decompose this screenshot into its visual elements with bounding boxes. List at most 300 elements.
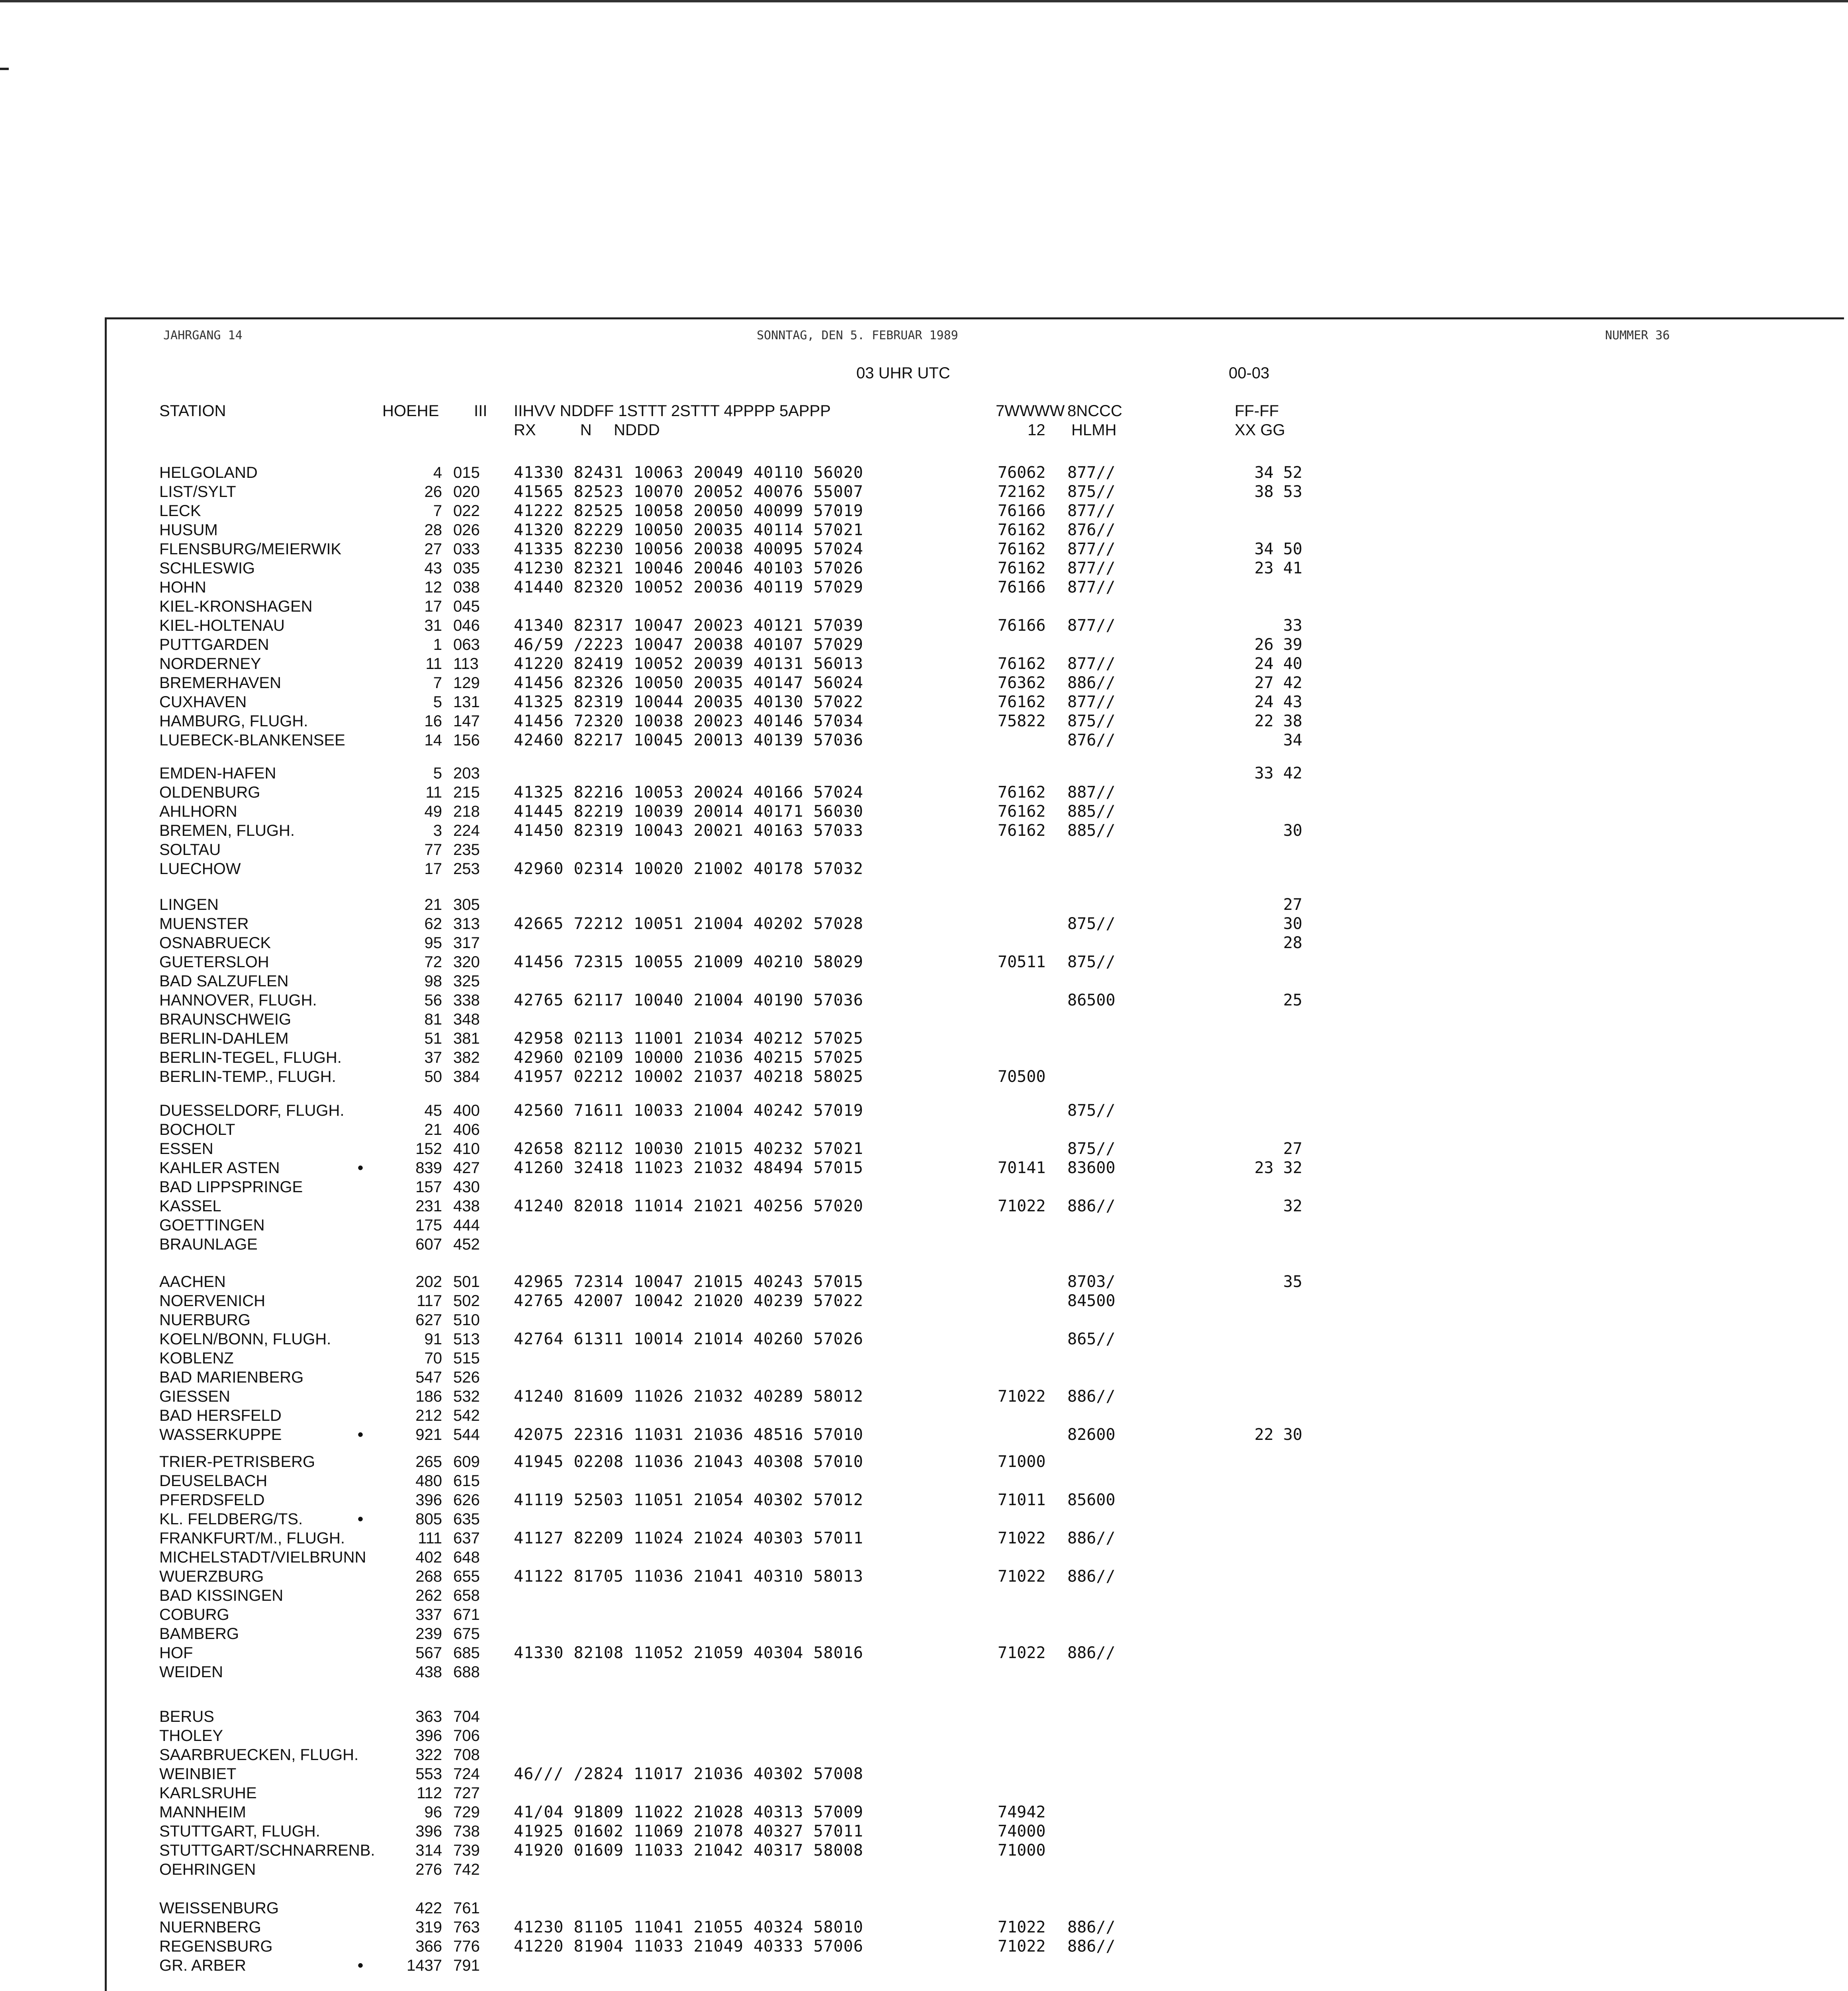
group-7wwww: 70500 (998, 1068, 1046, 1086)
group-8nccc: 877// (1067, 616, 1116, 635)
station-index: 045 (453, 598, 480, 615)
group-7wwww: 76162 (998, 559, 1046, 577)
table-row (0, 501, 1354, 520)
table-row (0, 1120, 1354, 1139)
station-height: 396 (415, 1491, 442, 1509)
group-8nccc: 877// (1067, 559, 1116, 577)
station-name: SOLTAU (159, 841, 221, 859)
station-index: 501 (453, 1273, 480, 1291)
table-row (0, 1918, 1354, 1937)
station-height: 212 (415, 1407, 442, 1424)
station-height: 366 (415, 1938, 442, 1955)
group-8nccc: 877// (1067, 464, 1116, 482)
station-index: 430 (453, 1178, 480, 1196)
table-row (0, 712, 1354, 731)
station-index: 113 (453, 655, 479, 673)
station-name: KOBLENZ (159, 1349, 234, 1367)
wind-gust: 22 30 (1254, 1426, 1302, 1444)
station-height: 111 (418, 1529, 442, 1547)
station-height: 28 (424, 521, 442, 539)
table-row (0, 1291, 1354, 1310)
station-name: LUEBECK-BLANKENSEE (159, 731, 345, 749)
station-index: 675 (453, 1625, 480, 1643)
station-name: BOCHOLT (159, 1121, 235, 1138)
group-8nccc: 886// (1067, 674, 1116, 692)
station-height: 51 (424, 1030, 442, 1047)
station-name: DEUSELBACH (159, 1472, 268, 1490)
table-row (0, 1368, 1354, 1387)
station-name: MICHELSTADT/VIELBRUNN (159, 1549, 366, 1566)
station-height: 202 (415, 1273, 442, 1291)
group-8nccc: 86500 (1067, 991, 1116, 1009)
station-name: GIESSEN (159, 1388, 230, 1405)
station-height: 239 (415, 1625, 442, 1643)
station-height: 14 (424, 731, 442, 749)
station-height: 268 (415, 1568, 442, 1585)
station-height: 319 (415, 1919, 442, 1936)
station-name: GUETERSLOH (159, 953, 269, 971)
station-height: 363 (415, 1708, 442, 1725)
station-index: 763 (453, 1919, 480, 1936)
station-index: 438 (453, 1197, 480, 1215)
station-height: 98 (424, 972, 442, 990)
table-row (0, 673, 1354, 692)
col-iii: III (474, 402, 487, 420)
table-row (0, 482, 1354, 501)
station-index: 348 (453, 1011, 480, 1028)
col-syn-bottom: RX N NDDD (514, 421, 660, 439)
table-row (0, 520, 1354, 540)
table-row (0, 1745, 1354, 1764)
table-row (0, 1860, 1354, 1879)
group-8nccc: 877// (1067, 502, 1116, 520)
table-row (0, 1425, 1354, 1444)
table-row (0, 1216, 1354, 1235)
wind-gust: 34 52 (1254, 464, 1302, 482)
group-7wwww: 76162 (998, 693, 1046, 711)
station-index: 671 (453, 1606, 480, 1623)
station-name: BREMERHAVEN (159, 674, 281, 692)
synop-groups: 42658 82112 10030 21015 40232 57021 (514, 1140, 863, 1158)
station-height: 112 (417, 1784, 442, 1802)
group-8nccc: 877// (1067, 693, 1116, 711)
synop-groups: 41325 82319 10044 20035 40130 57022 (514, 693, 863, 711)
synop-groups: 42958 02113 11001 21034 40212 57025 (514, 1029, 863, 1048)
station-index: 742 (453, 1861, 480, 1878)
synop-groups: 41925 01602 11069 21078 40327 57011 (514, 1822, 863, 1840)
station-index: 147 (453, 712, 480, 730)
station-index: 658 (453, 1587, 480, 1604)
synop-groups: 41320 82229 10050 20035 40114 57021 (514, 521, 863, 539)
table-row (0, 1624, 1354, 1643)
station-height: 422 (415, 1899, 442, 1917)
station-name: HUSUM (159, 521, 218, 539)
station-name: GR. ARBER (159, 1957, 246, 1974)
group-7wwww: 72162 (998, 483, 1046, 501)
table-row (0, 1197, 1354, 1216)
station-index: 515 (453, 1349, 480, 1367)
station-name: LECK (159, 502, 201, 520)
synop-groups: 42764 61311 10014 21014 40260 57026 (514, 1330, 863, 1348)
station-index: 526 (453, 1369, 480, 1386)
wind-gust: 24 43 (1254, 693, 1302, 711)
station-height: 7 (433, 674, 442, 692)
group-8nccc: 877// (1067, 655, 1116, 673)
synop-groups: 42765 42007 10042 21020 40239 57022 (514, 1292, 863, 1310)
group-8nccc: 886// (1067, 1644, 1116, 1662)
table-row (0, 1235, 1354, 1254)
station-index: 035 (453, 559, 480, 577)
col-ww-top: 7WWWW (996, 402, 1065, 420)
synop-groups: 41260 32418 11023 21032 48494 57015 (514, 1159, 863, 1177)
group-8nccc: 82600 (1067, 1426, 1116, 1444)
table-row (0, 1310, 1354, 1330)
page-date: SONNTAG, DEN 5. FEBRUAR 1989 (757, 329, 958, 342)
station-name: BAD SALZUFLEN (159, 972, 289, 990)
group-7wwww: 71022 (998, 1937, 1046, 1956)
station-name: MANNHEIM (159, 1803, 246, 1821)
col-nc-bottom: HLMH (1071, 421, 1117, 439)
station-height: 4 (433, 464, 442, 481)
station-height: 21 (424, 1121, 442, 1138)
station-name: BRAUNSCHWEIG (159, 1011, 292, 1028)
station-height: 11 (425, 655, 442, 673)
station-name: WASSERKUPPE (159, 1426, 282, 1443)
station-index: 609 (453, 1453, 480, 1471)
group-7wwww: 76162 (998, 655, 1046, 673)
table-row (0, 991, 1354, 1010)
wind-gust: 30 (1283, 915, 1302, 933)
group-8nccc: 875// (1067, 712, 1116, 730)
station-index: 338 (453, 992, 480, 1009)
station-name: BREMEN, FLUGH. (159, 822, 295, 839)
period-label: 00-03 (1229, 364, 1270, 382)
synop-groups: 46/59 /2223 10047 20038 40107 57029 (514, 636, 863, 654)
station-name: SAARBRUECKEN, FLUGH. (159, 1746, 359, 1764)
station-height: 37 (424, 1049, 442, 1066)
station-name: TRIER-PETRISBERG (159, 1453, 315, 1471)
station-index: 738 (453, 1823, 480, 1840)
synop-groups: 41456 82326 10050 20035 40147 56024 (514, 674, 863, 692)
issue-number: NUMMER 36 (1605, 329, 1670, 342)
table-row (0, 764, 1354, 783)
table-row (0, 540, 1354, 559)
station-index: 215 (453, 784, 480, 801)
station-height: 438 (415, 1663, 442, 1681)
station-index: 022 (453, 502, 480, 520)
group-7wwww: 71022 (998, 1567, 1046, 1586)
mountain-marker: • (358, 1426, 364, 1443)
group-7wwww: 76162 (998, 821, 1046, 840)
station-index: 015 (453, 464, 480, 481)
margin-mark (0, 68, 9, 70)
table-row (0, 1177, 1354, 1197)
group-7wwww: 76162 (998, 540, 1046, 558)
station-name: OEHRINGEN (159, 1861, 256, 1878)
synop-groups: 41565 82523 10070 20052 40076 55007 (514, 483, 863, 501)
station-index: 235 (453, 841, 480, 859)
table-row (0, 559, 1354, 578)
table-row (0, 914, 1354, 933)
wind-gust: 34 (1283, 731, 1302, 749)
station-height: 31 (424, 617, 442, 634)
synop-groups: 41456 72315 10055 21009 40210 58029 (514, 953, 863, 971)
wind-gust: 30 (1283, 821, 1302, 840)
station-name: COBURG (159, 1606, 229, 1623)
station-index: 131 (453, 693, 480, 711)
station-index: 739 (453, 1842, 480, 1859)
wind-gust: 33 42 (1254, 764, 1302, 782)
station-index: 444 (453, 1217, 480, 1234)
synop-groups: 41330 82108 11052 21059 40304 58016 (514, 1644, 863, 1662)
group-8nccc: 886// (1067, 1567, 1116, 1586)
station-name: FRANKFURT/M., FLUGH. (159, 1529, 345, 1547)
group-8nccc: 885// (1067, 821, 1116, 840)
table-row (0, 1803, 1354, 1822)
station-index: 033 (453, 540, 480, 558)
station-name: MUENSTER (159, 915, 249, 933)
col-station: STATION (159, 402, 226, 420)
group-7wwww: 71011 (998, 1491, 1046, 1509)
synop-groups: 41230 81105 11041 21055 40324 58010 (514, 1918, 863, 1936)
station-name: BERLIN-TEMP., FLUGH. (159, 1068, 336, 1085)
station-index: 038 (453, 579, 480, 596)
station-height: 152 (415, 1140, 442, 1158)
station-name: BAD MARIENBERG (159, 1369, 304, 1386)
station-index: 253 (453, 860, 480, 878)
table-row (0, 1158, 1354, 1177)
table-row (0, 1548, 1354, 1567)
station-height: 21 (424, 896, 442, 913)
table-row (0, 1937, 1354, 1956)
station-index: 156 (453, 731, 480, 749)
synop-groups: 41127 82209 11024 21024 40303 57011 (514, 1529, 863, 1547)
station-height: 186 (415, 1388, 442, 1405)
table-row (0, 1048, 1354, 1067)
group-7wwww: 76362 (998, 674, 1046, 692)
station-name: WEIDEN (159, 1663, 223, 1681)
synop-groups: 41945 02208 11036 21043 40308 57010 (514, 1453, 863, 1471)
table-row (0, 1029, 1354, 1048)
station-name: BERUS (159, 1708, 214, 1725)
station-name: WEISSENBURG (159, 1899, 279, 1917)
table-row (0, 1139, 1354, 1158)
synop-groups: 42765 62117 10040 21004 40190 57036 (514, 991, 863, 1009)
table-row (0, 1784, 1354, 1803)
station-index: 685 (453, 1644, 480, 1662)
synop-groups: 41440 82320 10052 20036 40119 57029 (514, 578, 863, 597)
top-rule (0, 0, 1848, 2)
station-height: 480 (415, 1472, 442, 1490)
station-index: 706 (453, 1727, 480, 1745)
station-name: LINGEN (159, 896, 219, 913)
group-8nccc: 887// (1067, 783, 1116, 802)
table-row (0, 578, 1354, 597)
station-index: 513 (453, 1330, 480, 1348)
table-row (0, 1406, 1354, 1425)
synop-groups: 41335 82230 10056 20038 40095 57024 (514, 540, 863, 558)
station-index: 724 (453, 1765, 480, 1783)
table-row (0, 1956, 1354, 1975)
station-name: STUTTGART/SCHNARRENB. (159, 1842, 375, 1859)
station-index: 313 (453, 915, 480, 933)
col-ff-top: FF-FF (1235, 402, 1279, 420)
station-name: ESSEN (159, 1140, 213, 1158)
station-height: 62 (424, 915, 442, 933)
synop-groups: 41220 82419 10052 20039 40131 56013 (514, 655, 863, 673)
synop-groups: 41240 82018 11014 21021 40256 57020 (514, 1197, 863, 1215)
station-name: BAMBERG (159, 1625, 239, 1643)
col-syn-top: IIHVV NDDFF 1STTT 2STTT 4PPPP 5APPP (514, 402, 831, 420)
station-height: 627 (415, 1311, 442, 1329)
station-height: 396 (415, 1727, 442, 1745)
station-height: 157 (415, 1178, 442, 1196)
table-row (0, 1899, 1354, 1918)
station-height: 567 (415, 1644, 442, 1662)
group-8nccc: 85600 (1067, 1491, 1116, 1509)
station-name: FLENSBURG/MEIERWIK (159, 540, 342, 558)
col-ww-bottom: 12 (1028, 421, 1045, 439)
station-name: KL. FELDBERG/TS. (159, 1510, 303, 1528)
station-name: GOETTINGEN (159, 1217, 265, 1234)
group-7wwww: 76166 (998, 616, 1046, 635)
table-row (0, 1387, 1354, 1406)
station-index: 532 (453, 1388, 480, 1405)
group-7wwww: 71000 (998, 1453, 1046, 1471)
synop-groups: 42960 02314 10020 21002 40178 57032 (514, 860, 863, 878)
station-name: BAD KISSINGEN (159, 1587, 284, 1604)
table-row (0, 1605, 1354, 1624)
group-7wwww: 76166 (998, 502, 1046, 520)
wind-gust: 26 39 (1254, 636, 1302, 654)
wind-gust: 23 41 (1254, 559, 1302, 577)
station-height: 805 (415, 1510, 442, 1528)
group-7wwww: 76162 (998, 802, 1046, 821)
table-row (0, 952, 1354, 972)
synop-groups: 41445 82219 10039 20014 40171 56030 (514, 802, 863, 821)
station-height: 5 (433, 693, 442, 711)
station-height: 117 (417, 1292, 442, 1310)
station-name: AACHEN (159, 1273, 226, 1291)
synop-groups: 42960 02109 10000 21036 40215 57025 (514, 1048, 863, 1067)
station-height: 12 (424, 579, 442, 596)
station-height: 43 (424, 559, 442, 577)
station-index: 203 (453, 765, 480, 782)
synop-groups: 41/04 91809 11022 21028 40313 57009 (514, 1803, 863, 1821)
station-name: KIEL-KRONSHAGEN (159, 598, 313, 615)
station-name: EMDEN-HAFEN (159, 765, 276, 782)
station-height: 839 (415, 1159, 442, 1177)
station-name: BAD HERSFELD (159, 1407, 282, 1424)
station-name: NUERBURG (159, 1311, 251, 1329)
group-8nccc: 886// (1067, 1387, 1116, 1406)
station-height: 70 (424, 1349, 442, 1367)
synop-groups: 42460 82217 10045 20013 40139 57036 (514, 731, 863, 749)
station-index: 382 (453, 1049, 480, 1066)
station-index: 502 (453, 1292, 480, 1310)
table-row (0, 1643, 1354, 1662)
table-row (0, 859, 1354, 878)
station-index: 427 (453, 1159, 480, 1177)
mountain-marker: • (358, 1510, 364, 1528)
table-row (0, 1349, 1354, 1368)
station-index: 400 (453, 1102, 480, 1119)
wind-gust: 38 53 (1254, 483, 1302, 501)
table-row (0, 1662, 1354, 1682)
station-index: 406 (453, 1121, 480, 1138)
station-name: THOLEY (159, 1727, 223, 1745)
station-index: 020 (453, 483, 480, 501)
group-8nccc: 885// (1067, 802, 1116, 821)
station-name: REGENSBURG (159, 1938, 273, 1955)
synop-groups: 41240 81609 11026 21032 40289 58012 (514, 1387, 863, 1406)
station-height: 49 (424, 803, 442, 820)
synop-groups: 42665 72212 10051 21004 40202 57028 (514, 915, 863, 933)
group-8nccc: 886// (1067, 1937, 1116, 1956)
station-height: 547 (415, 1369, 442, 1386)
synop-groups: 41450 82319 10043 20021 40163 57033 (514, 821, 863, 840)
station-name: DUESSELDORF, FLUGH. (159, 1102, 345, 1119)
station-height: 91 (424, 1330, 442, 1348)
table-row (0, 1822, 1354, 1841)
station-index: 688 (453, 1663, 480, 1681)
group-8nccc: 875// (1067, 915, 1116, 933)
table-row (0, 654, 1354, 673)
group-8nccc: 886// (1067, 1529, 1116, 1547)
group-8nccc: 865// (1067, 1330, 1116, 1348)
table-row (0, 1586, 1354, 1605)
station-index: 648 (453, 1549, 480, 1566)
wind-gust: 27 42 (1254, 674, 1302, 692)
col-nc-top: 8NCCC (1067, 402, 1122, 420)
wind-gust: 27 (1283, 1140, 1302, 1158)
table-row (0, 1471, 1354, 1490)
synop-groups: 42560 71611 10033 21004 40242 57019 (514, 1101, 863, 1120)
station-height: 81 (424, 1011, 442, 1028)
station-index: 381 (453, 1030, 480, 1047)
station-name: NORDERNEY (159, 655, 261, 673)
station-name: NUERNBERG (159, 1919, 261, 1936)
synop-groups: 41222 82525 10058 20050 40099 57019 (514, 502, 863, 520)
station-height: 396 (415, 1823, 442, 1840)
synop-groups: 41122 81705 11036 21041 40310 58013 (514, 1567, 863, 1586)
station-index: 655 (453, 1568, 480, 1585)
station-name: OLDENBURG (159, 784, 260, 801)
group-7wwww: 71022 (998, 1529, 1046, 1547)
station-height: 26 (424, 483, 442, 501)
table-row (0, 1726, 1354, 1745)
mountain-marker: • (358, 1159, 364, 1177)
station-height: 921 (415, 1426, 442, 1443)
table-row (0, 840, 1354, 859)
group-7wwww: 71000 (998, 1841, 1046, 1860)
station-height: 314 (415, 1842, 442, 1859)
station-index: 727 (453, 1784, 480, 1802)
table-row (0, 1841, 1354, 1860)
station-name: PUTTGARDEN (159, 636, 269, 653)
group-7wwww: 70511 (998, 953, 1046, 971)
synop-groups: 41119 52503 11051 21054 40302 57012 (514, 1491, 863, 1509)
station-height: 50 (424, 1068, 442, 1085)
synop-groups: 46/// /2824 11017 21036 40302 57008 (514, 1765, 863, 1783)
wind-gust: 22 38 (1254, 712, 1302, 730)
wind-gust: 27 (1283, 896, 1302, 914)
mountain-marker: • (358, 1957, 364, 1974)
station-name: HOF (159, 1644, 193, 1662)
station-height: 3 (433, 822, 442, 839)
table-row (0, 1101, 1354, 1120)
wind-gust: 33 (1283, 616, 1302, 635)
